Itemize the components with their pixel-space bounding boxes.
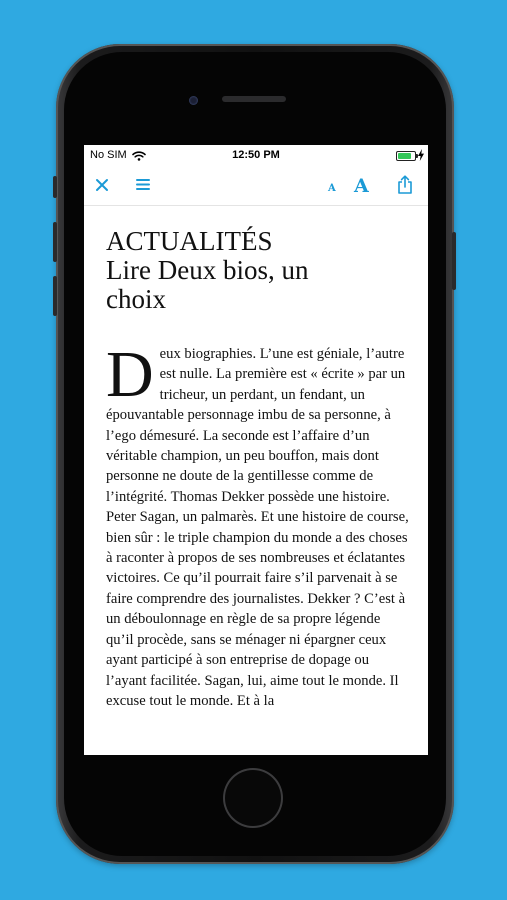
app-screen bbox=[84, 145, 428, 755]
volume-down-button bbox=[53, 276, 57, 316]
battery-level-fill bbox=[398, 153, 411, 159]
mute-switch bbox=[53, 176, 57, 198]
earpiece-speaker bbox=[222, 96, 286, 102]
share-icon bbox=[397, 175, 413, 195]
front-camera bbox=[189, 96, 198, 105]
article-body-text: eux biographies. L’une est géniale, l’autre est nulle. La première est « écrite » par un tricheur, un perdant, un fendant, un épouvantable personnage imbu de sa personne, à l’ego démesuré. La seconde est l’affaire d’un véritable champion, un peu bouffon, mais dont personne ne doute de la gentillesse comme de l’intégrité. Thomas Dekker possède une histoire. Peter Sagan, un palmarès. Et une histoire de course, bien sûr : le triple champion du monde a des choses à raconter à propos de ses nombreuses et éclatantes victoires. Ce qu’il pourrait faire s’il parvenait à se faire comprendre des journalistes. Dekker ? C’est à un déboulonnage en règle de sa propre légende qu’il procède, sans se ménager ni épargner ceux ayant participé à son entreprise de dopage ou l’ayant facilitée. Sagan, lui, aime tout le monde. Il excuse tout le monde. Et à la bbox=[106, 346, 409, 709]
carrier-label: No SIM bbox=[90, 149, 127, 161]
menu-button[interactable] bbox=[136, 178, 150, 196]
article-title-line-2: choix bbox=[106, 284, 166, 314]
charging-bolt-icon bbox=[418, 149, 424, 161]
article-dropcap: D bbox=[106, 338, 154, 411]
article-title-line-1: Lire Deux bios, un bbox=[106, 255, 309, 285]
increase-font-button[interactable]: A bbox=[354, 175, 369, 197]
menu-icon bbox=[136, 178, 150, 191]
volume-up-button bbox=[53, 222, 57, 262]
share-button[interactable] bbox=[397, 175, 413, 200]
power-button bbox=[452, 232, 456, 290]
article-content bbox=[106, 227, 410, 711]
status-time: 12:50 PM bbox=[232, 149, 280, 161]
reader-toolbar bbox=[84, 167, 428, 206]
article-section: ACTUALITÉS bbox=[106, 226, 273, 256]
home-button[interactable] bbox=[223, 768, 283, 828]
status-bar bbox=[84, 145, 428, 167]
close-icon bbox=[95, 178, 109, 192]
article-body bbox=[106, 338, 410, 711]
battery-icon bbox=[396, 151, 416, 161]
article-title bbox=[106, 227, 410, 314]
decrease-font-button[interactable]: A bbox=[328, 183, 336, 194]
close-button[interactable] bbox=[95, 178, 109, 197]
